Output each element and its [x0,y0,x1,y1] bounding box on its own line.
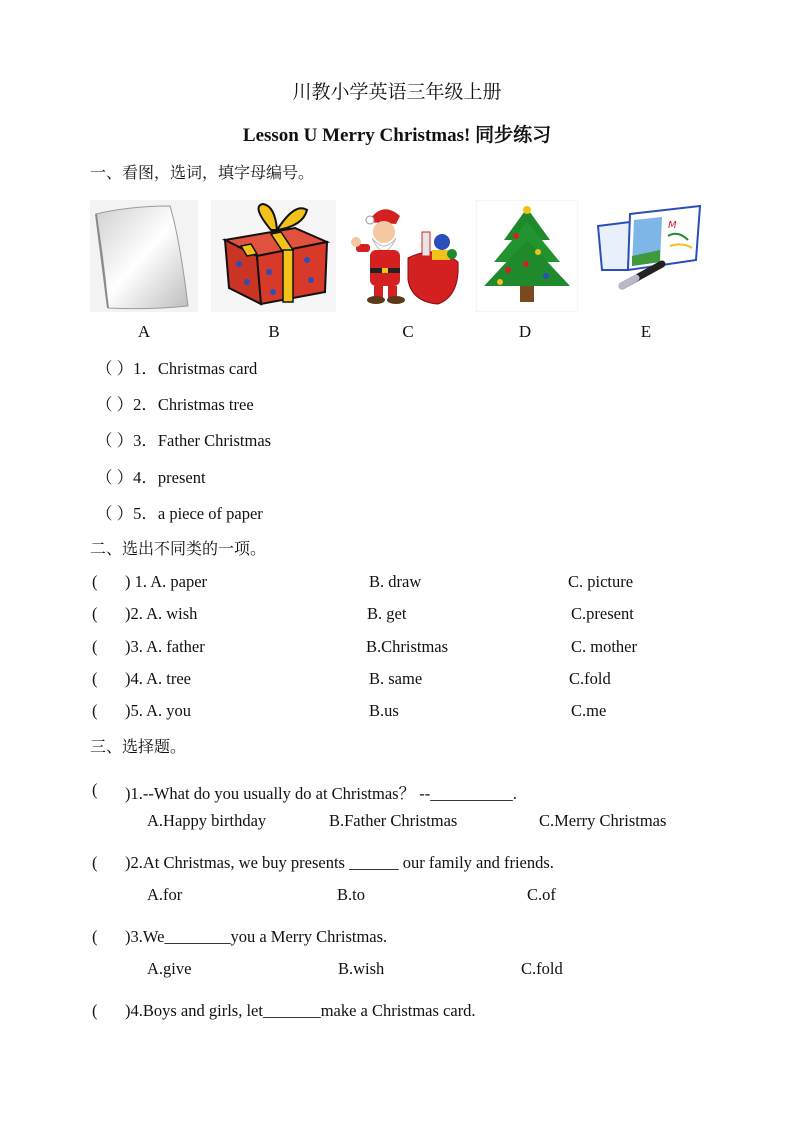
s3-q1-b: B.Father Christmas [329,811,458,830]
s3-q1-c: C.Merry Christmas [539,811,667,830]
s1-item-3: （ ）3．Father Christmas [96,431,272,450]
answer-blank[interactable]: （ ） [96,504,134,523]
section-2-heading: 二、选出不同类的一项。 [90,539,267,558]
s2-q3-b: B.Christmas [366,637,449,656]
answer-paren[interactable]: ( [92,1001,98,1020]
s3-q3-b: B.wish [338,959,385,978]
s3-q3-a: A.give [147,959,192,978]
title-line-2-en: Lesson U Merry Christmas! [242,125,471,146]
answer-paren[interactable]: ( [92,701,98,720]
santa-icon [348,200,466,312]
answer-paren[interactable]: ( [92,853,98,872]
s3-q1-a: A.Happy birthday [147,811,267,830]
s3-q4-question: )4.Boys and girls, let_______make a Christmas card. [125,1001,476,1020]
s2-q5-c: C.me [571,701,607,720]
answer-paren[interactable]: ( [92,780,98,799]
s2-q1-b: B. draw [369,572,422,591]
s1-item-2: （ ）2．Christmas tree [96,395,254,414]
section-1-heading: 一、看图，选词，填字母编号。 [90,163,315,182]
gift-icon [211,200,336,312]
s2-q3-c: C. mother [571,637,637,656]
s2-q2-b: B. get [367,604,407,623]
answer-paren[interactable]: ( [92,604,98,623]
s3-q2-c: C.of [527,885,556,904]
s3-q2-b: B.to [337,885,365,904]
s3-q2-a: A.for [147,885,183,904]
picture-letter-c: C [402,322,414,341]
picture-letter-a: A [137,322,151,341]
s3-q2-question: )2.At Christmas, we buy presents ______ our family and friends. [125,853,554,872]
s3-q3-c: C.fold [521,959,563,978]
answer-paren[interactable]: ( [92,669,98,688]
title-line-2 [0,120,794,147]
section-3-heading: 三、选择题。 [90,737,187,756]
answer-paren[interactable]: ( [92,572,98,591]
s2-q2-a: )2. A. wish [125,604,198,623]
s2-q1-c: C. picture [568,572,634,591]
s2-q5-a: )5. A. you [125,701,191,720]
picture-letter-e: E [640,322,652,341]
s3-q1-question: )1.--What do you usually do at Christmas？ --__________. [125,784,517,803]
svg-text:M: M [668,220,677,231]
card-icon [592,200,704,312]
title-line-2-cn: 同步练习 [475,124,552,146]
answer-blank[interactable]: （ ） [96,395,134,414]
s2-q4-a: )4. A. tree [125,669,191,688]
s2-q2-c: C.present [571,604,634,623]
s2-q4-c: C.fold [569,669,611,688]
s1-item-1: （ ）1．Christmas card [96,359,258,378]
s3-q3-question: )3.We________you a Merry Christmas. [125,927,388,946]
picture-letter-d: D [518,322,532,341]
answer-paren[interactable]: ( [92,927,98,946]
answer-blank[interactable]: （ ） [96,431,134,450]
s2-q5-b: B.us [369,701,399,720]
s2-q4-b: B. same [369,669,423,688]
picture-letter-b: B [268,322,280,341]
paper-icon [90,200,198,312]
title-line-1: 川教小学英语三年级上册 [292,81,502,103]
s2-q3-a: )3. A. father [125,637,205,656]
s2-q1-a: ) 1. A. paper [125,572,208,591]
answer-paren[interactable]: ( [92,637,98,656]
tree-icon [476,200,578,312]
answer-blank[interactable]: （ ） [96,359,134,378]
s1-item-5: （ ）5．a piece of paper [96,504,263,523]
answer-blank[interactable]: （ ） [96,468,134,487]
s1-item-4: （ ）4．present [96,468,206,487]
